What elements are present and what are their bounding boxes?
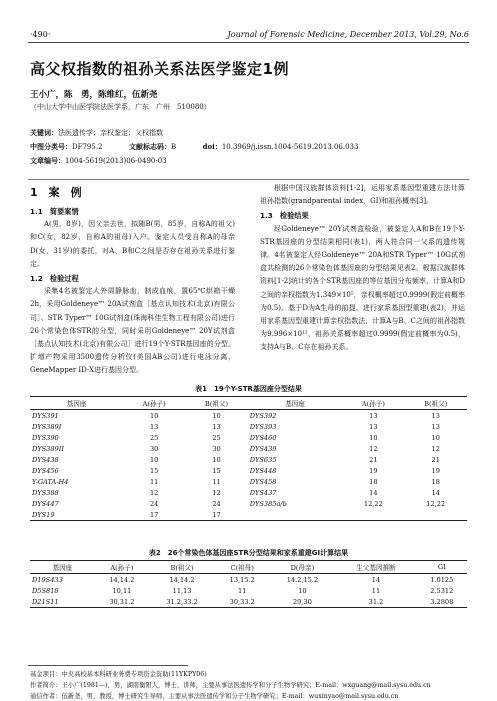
table2-header: GI — [417, 561, 467, 574]
table-cell: DYS391 — [32, 411, 59, 420]
method-paragraph: 采集4名被鉴定人外周静脉血，制成血痕，置65℃烘箱干燥2h，采用Goldeneye™ 20A试剂盒［基点认知技术(北京)有限公司］、STR Typer™ 10G试剂盒(珠海科佳生物工程有限公司)进行26个常染色体STR的分型，同时采用Goldeneye™ 20Y试剂盒［基点认知技术(北京)有限公司］进行19个Y-STR基因座的分型。扩增产物采用3500遗传分析仪(美国AB公司)进行电泳分离，GeneMapper ID-X进行基因分型。 — [30, 287, 235, 375]
table-cell: 31.2 — [335, 596, 416, 608]
article-number-line — [30, 156, 167, 166]
table-cell: 13 — [431, 411, 440, 420]
table1-header: A(孙子) — [342, 397, 404, 410]
table-row — [30, 487, 467, 498]
doc-code: B — [170, 143, 177, 151]
table-cell: 14 — [371, 575, 381, 584]
table-cell: 3.2808 — [417, 596, 467, 608]
article-title: 高父权指数的祖孙关系法医学鉴定1例 — [30, 60, 289, 78]
table-cell: 12,22 — [426, 499, 446, 508]
table-row — [30, 454, 467, 465]
table1-header: B(祖父) — [185, 397, 247, 410]
table-cell: 30 — [149, 444, 159, 453]
table-row — [30, 585, 467, 596]
article-number-label: 文章编号： — [30, 156, 65, 165]
table-cell: 24 — [149, 499, 159, 508]
table-cell: 17 — [123, 509, 185, 521]
table-cell: DYS19 — [30, 509, 123, 521]
table-cell: 12 — [212, 488, 221, 497]
table-cell: 19 — [369, 466, 378, 475]
table-cell: 10,11 — [112, 586, 132, 595]
table-cell: 30,33.2 — [215, 596, 269, 608]
table-cell: DYS437 — [249, 488, 277, 497]
table-cell: 21 — [431, 455, 440, 464]
doi-label: doi： — [202, 142, 222, 151]
table-cell: DYS392 — [249, 411, 277, 420]
table-cell: 10 — [212, 455, 221, 464]
table-row — [30, 443, 467, 454]
table1-header: 基因座 — [248, 397, 342, 410]
case-summary-paragraph: A(男，8岁)，因父亲去世，拟随B(男，85岁，自称A的祖父)和C(女，82岁，自称A的祖母)入户。鉴定人员受自称A的母亲D(女，31岁)的委托，对A、B和C之间是否存在祖孙关系进行鉴定。 — [30, 220, 235, 268]
table-cell: DYS389I — [32, 422, 62, 431]
table-cell: 1.0125 — [430, 575, 454, 584]
subsection-heading-1-3: 1.3 检验结果 — [260, 211, 309, 221]
table-cell: 11 — [238, 586, 247, 595]
table-cell: 25 — [212, 433, 221, 442]
table-cell: 14,14.2 — [109, 575, 135, 584]
header-separator — [28, 179, 469, 180]
left-column — [30, 204, 235, 378]
table-cell: 10 — [149, 455, 159, 464]
table-cell — [342, 509, 404, 521]
table-cell: 30 — [212, 444, 221, 453]
table-row — [30, 421, 467, 432]
clc-label: 中图分类号： — [30, 142, 72, 151]
corresponding-footnote: 通信作者：伍新尧，男，教授，博士研究生导师，主要从事法医遗传学和分子生物学研究；E-mail：wuxinyao@mail.sysu.edu.cn — [30, 693, 399, 700]
section-heading: 1 案 例 — [30, 186, 82, 199]
table-row — [30, 410, 467, 422]
table2-header: C(祖母) — [215, 561, 269, 574]
table-cell: 11 — [371, 586, 381, 595]
table2-caption-wrap — [30, 548, 467, 558]
table-cell: 12 — [431, 444, 440, 453]
table-cell: DYS389II — [32, 444, 64, 453]
table-cell: 25 — [149, 433, 159, 442]
table-cell: 18 — [431, 477, 440, 486]
doc-code-label: 文献标志码： — [128, 142, 171, 151]
table-cell: DYS635 — [249, 455, 277, 464]
table-cell: DYS460 — [249, 433, 277, 442]
table1-header: A(孙子) — [123, 397, 185, 410]
table1-caption-wrap — [30, 384, 467, 394]
table1-header: B(祖父) — [404, 397, 467, 410]
table-cell: 12 — [369, 444, 378, 453]
table-cell: 29,30 — [269, 596, 335, 608]
table2-header: 基因座 — [30, 561, 95, 574]
keywords-label: 关键词： — [30, 128, 58, 137]
clc-code: DF795.2 — [72, 143, 103, 151]
table-cell: DYS393 — [249, 422, 277, 431]
table-row — [30, 465, 467, 476]
table-row — [30, 509, 467, 521]
table-cell: 13 — [149, 422, 159, 431]
table-cell: 13 — [212, 422, 221, 431]
table-cell: 14.2,15.2 — [286, 575, 319, 584]
table-cell: 10 — [212, 411, 221, 420]
table-cell: 13 — [369, 422, 378, 431]
table-cell: 11 — [149, 477, 159, 486]
table2-header: D(母亲) — [269, 561, 335, 574]
table-cell: 30,31.2 — [95, 596, 149, 608]
table-cell: DYS439 — [249, 444, 277, 453]
table-cell: 19 — [431, 466, 440, 475]
table-row — [30, 574, 467, 586]
table-cell: 14 — [431, 488, 440, 497]
table-cell: 13,15.2 — [229, 575, 255, 584]
table2-autosomal-str — [30, 560, 467, 608]
table-cell: D5S818 — [32, 586, 59, 595]
journal-running-header: Journal of Forensic Medicine, December 2013, Vol.29, No.6 — [227, 30, 469, 39]
table-cell: 10 — [369, 433, 378, 442]
table1-body — [30, 410, 467, 521]
author-footnote: 作者简介：王小广(1981—)，男，湖南衡阳人，博士，讲师，主要从事法医遗传学和分子生物学研究；E-mail：wxguang@mail.sysu.edu.cn — [30, 682, 431, 689]
table-cell: 13 — [431, 422, 440, 431]
table-cell: 14 — [369, 488, 378, 497]
table-cell: DYS388 — [32, 488, 59, 497]
classification-line — [30, 142, 470, 152]
article-number: 1004-5619(2013)06-0490-03 — [65, 157, 167, 165]
table-cell: 15 — [149, 466, 159, 475]
table-row — [30, 476, 467, 487]
table2-caption: 表2 26个常染色体基因座STR分型结果和家系重建GI计算结果 — [148, 549, 349, 557]
table1-caption: 表1 19个Y-STR基因座分型结果 — [195, 385, 302, 393]
footnote-rule — [28, 665, 188, 666]
table-cell — [404, 509, 467, 521]
table-cell: 13 — [369, 411, 378, 420]
table-cell: DYS458 — [249, 477, 277, 486]
table1-header: 基因座 — [30, 397, 123, 410]
authors: 王小广，陈 勇，陈维红，伍新尧 — [30, 90, 158, 100]
table-row — [30, 432, 467, 443]
header-rule — [28, 42, 469, 43]
table-cell: 18 — [369, 477, 378, 486]
table-cell: 10 — [431, 433, 440, 442]
keywords-line — [30, 128, 163, 138]
table-cell: 15 — [212, 466, 221, 475]
table-cell: 10 — [149, 411, 159, 420]
subsection-heading-1-2: 1.2 检验过程 — [30, 274, 79, 284]
subsection-heading-1-1: 1.1 简要案情 — [30, 207, 79, 216]
table-cell: 10 — [298, 586, 307, 595]
results-paragraph: 经Goldeneye™ 20Y试剂盒检验，被鉴定人A和B在19个Y-STR基因座的分型结果相同(表1)，两人符合同一父系的遗传规律。4名被鉴定人经Goldeneye™ 20A和STR Typer™ 10G试剂盒共检测的26个常染色体基因座的分型结果见表2。根据汉族群体资料[1-2]统计的各个STR基因座的等位基因分布频率，计算A和D之间的亲权指数为1.349×10⁵，亲权概率超过0.9999(假定前概率为0.5)。基于D为A生母的前提，进行家系基因型重建(表2)，并运用家系基因型重建计算亲权指数法，计算A与B、C之间的祖孙指数为9.996×10¹²，祖孙关系概率超过0.9999(假定前概率为0.5)，支持A与B、C存在祖孙关系。 — [260, 224, 465, 352]
table2-body — [30, 574, 467, 608]
table-cell: 11 — [212, 477, 221, 486]
table2-header: A(孙子) — [95, 561, 149, 574]
doi: 10.3969/j.issn.1004-5619.2013.06.033 — [221, 143, 359, 151]
table-cell: DYS385a/b — [249, 499, 287, 508]
table-cell: DYS447 — [32, 499, 59, 508]
table-row — [30, 596, 467, 608]
table-cell: 31.2,33.2 — [149, 596, 215, 608]
table2-header: 生父基因推断 — [335, 561, 416, 574]
page-number: ·490· — [30, 30, 51, 39]
fund-footnote: 基金项目：中央高校基本科研业务费专项资金资助(11YKPY06) — [30, 671, 207, 678]
table-cell: D19S433 — [32, 575, 63, 584]
table-cell — [248, 509, 342, 521]
right-column — [260, 182, 465, 355]
table1-header-row — [30, 397, 467, 410]
table-cell: Y-GATA-H4 — [32, 477, 69, 486]
table-row — [30, 498, 467, 509]
table-cell: DYS448 — [249, 466, 277, 475]
table-cell: DYS456 — [32, 466, 59, 475]
table-cell: D21S11 — [30, 596, 95, 608]
table2-header-row — [30, 561, 467, 574]
table1-ystr — [30, 396, 467, 521]
table-cell: DYS390 — [32, 433, 59, 442]
table-cell: 17 — [185, 509, 247, 521]
table2-header: B(祖父) — [149, 561, 215, 574]
table-cell: DYS438 — [32, 455, 59, 464]
table-cell: 14,14.2 — [169, 575, 195, 584]
table-cell: 2.5312 — [430, 586, 454, 595]
table-cell: 12 — [149, 488, 159, 497]
keywords: 法医遗传学；亲权鉴定；父权指数 — [58, 129, 163, 137]
calculation-paragraph: 根据中国汉族群体资料[1-2]，运用家系基因型重建方法计算祖孙指数(grandparental index，GI)和祖孙概率[3]。 — [260, 184, 465, 206]
affiliation: （中山大学中山医学院法医学系，广东 广州 510080） — [30, 103, 211, 111]
table-cell: 21 — [369, 455, 378, 464]
table-cell: 11,13 — [172, 586, 192, 595]
table-cell: 24 — [212, 499, 221, 508]
table-cell: 12,22 — [363, 499, 383, 508]
